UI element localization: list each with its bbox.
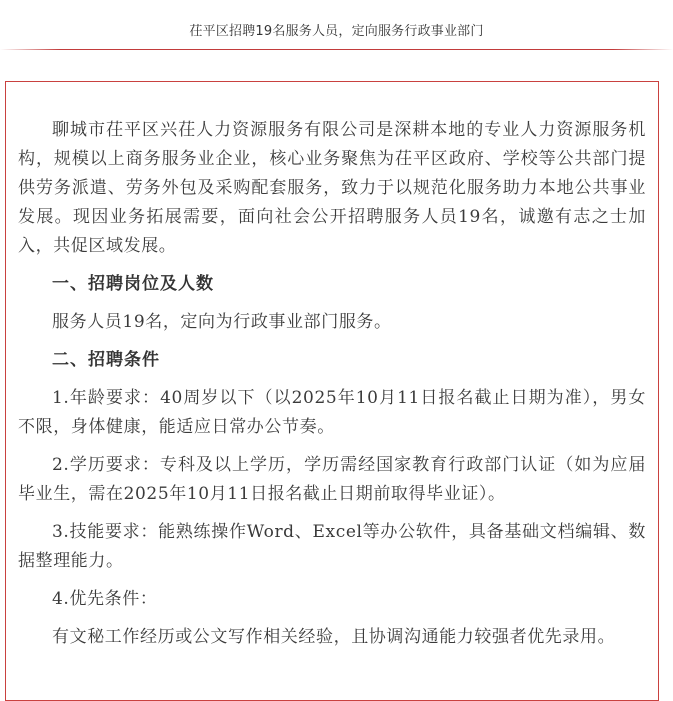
article-content-box bbox=[5, 81, 659, 701]
requirement-education: 2.学历要求：专科及以上学历，学历需经国家教育行政部门认证（如为应届毕业生，需在2025年10月11日报名截止日期前取得毕业证）。 bbox=[18, 455, 646, 504]
requirement-skills: 3.技能要求：能熟练操作Word、Excel等办公软件，具备基础文档编辑、数据整理能力。 bbox=[18, 522, 646, 571]
title-divider-left bbox=[0, 49, 60, 50]
positions-paragraph: 服务人员19名，定向为行政事业部门服务。 bbox=[52, 312, 392, 332]
intro-paragraph: 聊城市茌平区兴茌人力资源服务有限公司是深耕本地的专业人力资源服务机构，规模以上商务服务业企业，核心业务聚焦为茌平区政府、学校等公共部门提供劳务派遣、劳务外包及采购配套服务，致力于以规范化服务助力本地公共事业发展。现因业务拓展需要，面向社会公开招聘服务人员19名，诚邀有志之士加入，共促区域发展。 bbox=[18, 120, 646, 256]
title-divider-middle bbox=[60, 49, 613, 50]
requirement-preference-heading: 4.优先条件： bbox=[52, 589, 158, 609]
title-divider-right bbox=[613, 49, 673, 50]
title-divider bbox=[0, 49, 673, 50]
requirement-age: 1.年龄要求：40周岁以下（以2025年10月11日报名截止日期为准），男女不限，身体健康，能适应日常办公节奏。 bbox=[18, 388, 646, 437]
article-title: 茌平区招聘19名服务人员，定向服务行政事业部门 bbox=[189, 24, 484, 39]
section-heading-positions: 一、招聘岗位及人数 bbox=[52, 274, 214, 294]
article-body bbox=[18, 116, 646, 652]
article-header bbox=[0, 0, 673, 52]
section-heading-requirements: 二、招聘条件 bbox=[52, 350, 160, 370]
requirement-preference-body: 有文秘工作经历或公文写作相关经验，且协调沟通能力较强者优先录用。 bbox=[52, 627, 616, 647]
